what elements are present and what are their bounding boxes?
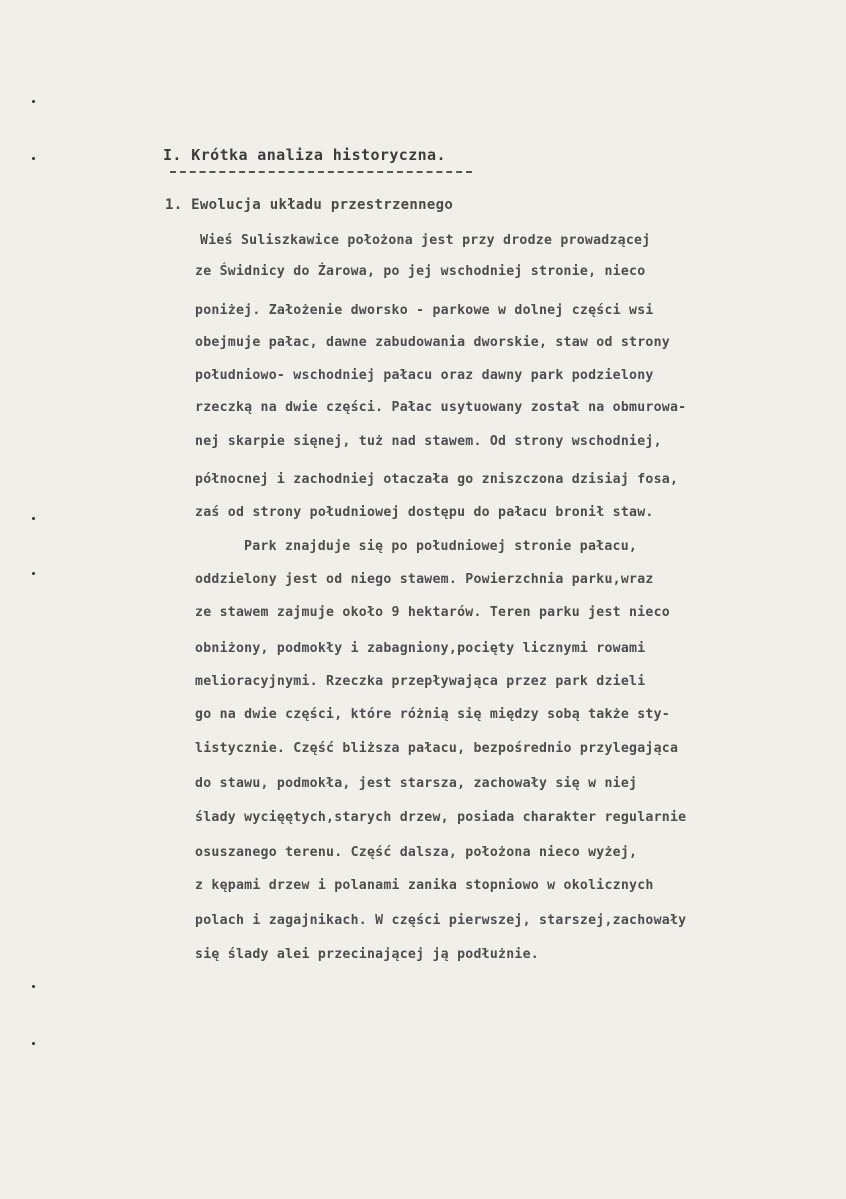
punch-hole-mark [32,1042,35,1045]
paragraph-line: południowo- wschodniej pałacu oraz dawny park podzielony [195,368,654,383]
punch-hole-mark [32,157,35,160]
paragraph-line: nej skarpie sięnej, tuż nad stawem. Od strony wschodniej, [195,434,662,449]
paragraph-line: do stawu, podmokła, jest starsza, zachowały się w niej [195,776,638,791]
paragraph-line: Wieś Suliszkawice położona jest przy drodze prowadzącej [200,233,651,248]
paragraph-line: listycznie. Część bliższa pałacu, bezpośrednio przylegająca [195,741,679,756]
paragraph-line: go na dwie części, które różnią się między sobą także sty- [195,707,670,722]
paragraph-line: północnej i zachodniej otaczała go zniszczona dzisiaj fosa, [195,472,679,487]
paragraph-line: ze Świdnicy do Żarowa, po jej wschodniej stronie, nieco [195,264,646,279]
paragraph-line: melioracyjnymi. Rzeczka przepływająca przez park dzieli [195,674,646,689]
subsection-heading: 1. Ewolucja układu przestrzennego [165,197,454,213]
paragraph-line: rzeczką na dwie części. Pałac usytuowany został na obmurowa- [195,400,687,415]
paragraph-line: zaś od strony południowej dostępu do pałacu bronił staw. [195,505,654,520]
paragraph-line: polach i zagajnikach. W części pierwszej, starszej,zachowały [195,913,687,928]
punch-hole-mark [32,572,35,575]
punch-hole-mark [32,100,35,103]
paragraph-line: osuszanego terenu. Część dalsza, położona nieco wyżej, [195,845,638,860]
punch-hole-mark [32,517,35,520]
paragraph-line: obniżony, podmokły i zabagniony,pocięty licznymi rowami [195,641,646,656]
paragraph-line: poniżej. Założenie dworsko - parkowe w dolnej części wsi [195,303,654,318]
punch-hole-mark [32,985,35,988]
paragraph-line: obejmuje pałac, dawne zabudowania dworskie, staw od strony [195,335,670,350]
paragraph-line: się ślady alei przecinającej ją podłużnie. [195,947,539,962]
section-heading: I. Krótka analiza historyczna. [163,146,446,164]
paragraph-line: z kępami drzew i polanami zanika stopniowo w okolicznych [195,878,654,893]
paragraph-line: ślady wycięętych,starych drzew, posiada charakter regularnie [195,810,687,825]
paragraph-line: Park znajduje się po południowej stronie pałacu, [244,539,638,554]
paragraph-line: oddzielony jest od niego stawem. Powierzchnia parku,wraz [195,572,654,587]
paragraph-line: ze stawem zajmuje około 9 hektarów. Teren parku jest nieco [195,605,670,620]
heading-underline [170,171,472,173]
